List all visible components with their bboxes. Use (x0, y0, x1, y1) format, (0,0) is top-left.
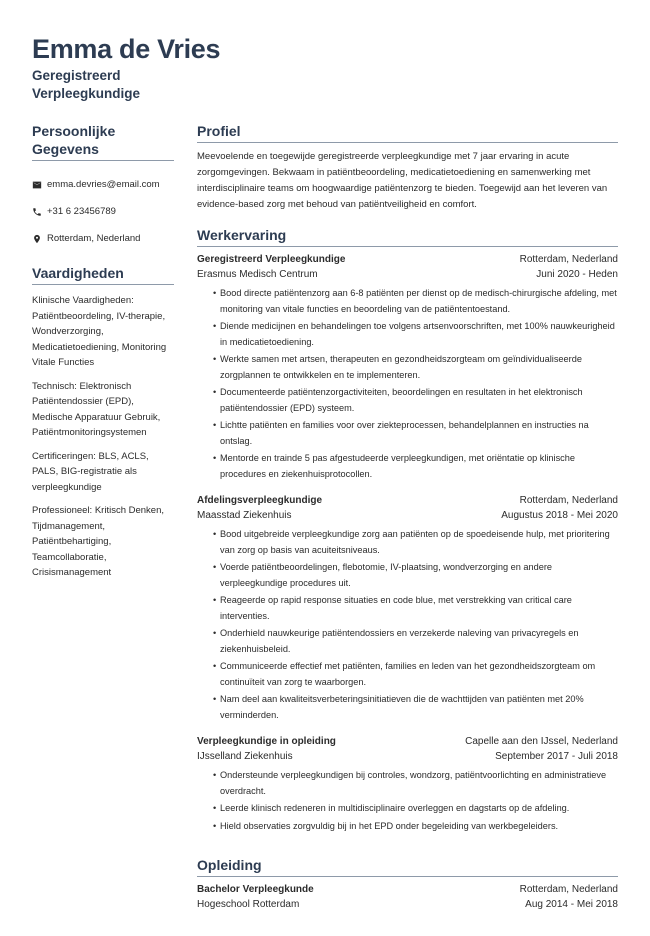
job-entry (197, 253, 618, 482)
job-bullets (197, 527, 618, 723)
skills-heading: Vaardigheden (32, 264, 174, 285)
map-pin-icon (32, 234, 42, 244)
contact-phone (32, 198, 174, 225)
phone-text: +31 6 23456789 (47, 206, 116, 217)
skill-group-clinical: Klinische Vaardigheden: Patiëntbeoordeling, IV-therapie, Wondverzorging, Medicatietoediening, Monitoring Vitale Functies (32, 295, 167, 368)
job-organization: Maasstad Ziekenhuis (197, 509, 292, 521)
candidate-title: Geregistreerd Verpleegkundige (32, 68, 141, 101)
contact-email (32, 171, 174, 198)
skill-group-technical: Technisch: Elektronisch Patiëntendossier (EPD), Medische Apparatuur Gebruik, Patiëntmonitoringsystemen (32, 380, 161, 438)
job-bullet: • Werkte samen met artsen, therapeuten en gezondheidszorgteam om geïndividualiseerde zorgplannen te ontwikkelen en te implementeren. (213, 352, 618, 383)
job-bullet: • Communiceerde effectief met patiënten, families en leden van het gezondheidszorgteam om continuïteit van zorg te waarborgen. (213, 659, 618, 690)
job-dates: Juni 2020 - Heden (536, 268, 618, 280)
main-column (197, 122, 618, 912)
skill-group-professional: Professioneel: Kritisch Denken, Tijdmanagement, Patiëntbehartiging, Teamcollaboratie, Crisismanagement (32, 505, 165, 578)
candidate-name: Emma de Vries (32, 34, 221, 64)
job-bullet: • Documenteerde patiëntenzorgactiviteiten, beoordelingen en resultaten in het elektronisch patiëntendossier (EPD) systeem. (213, 385, 618, 416)
job-organization: IJsselland Ziekenhuis (197, 750, 293, 762)
job-bullet: • Hield observaties zorgvuldig bij in het EPD onder begeleiding van werkbegeleiders. (213, 819, 618, 835)
job-title: Verpleegkundige in opleiding (197, 736, 336, 747)
education-location: Rotterdam, Nederland (519, 884, 618, 895)
job-bullet: • Bood directe patiëntenzorg aan 6-8 patiënten per dienst op de medisch-chirurgische afdeling, met monitoring van vitale functies en beoordeling van de patiëntentoestand. (213, 286, 618, 317)
job-title: Afdelingsverpleegkundige (197, 495, 323, 506)
contact-location (32, 225, 174, 252)
job-location: Rotterdam, Nederland (519, 254, 618, 265)
job-bullets (197, 286, 618, 482)
job-bullet: • Onderhield nauwkeurige patiëntendossiers en verzekerde naleving van privacyregels en ziekenhuisbeleid. (213, 626, 618, 657)
job-bullet: • Lichtte patiënten en families voor over ziekteprocessen, behandelplannen en instructies na ontslag. (213, 418, 618, 449)
job-bullet: • Reageerde op rapid response situaties en code blue, met verstrekking van critical care interventies. (213, 593, 618, 624)
job-title: Geregistreerd Verpleegkundige (197, 254, 346, 265)
education-heading: Opleiding (197, 856, 618, 877)
profile-text: Meevoelende en toegewijde geregistreerde verpleegkundige met 7 jaar ervaring in acute zorgomgevingen. Bekwaam in patiëntbeoordeling, medicatietoediening en samenwerking met interdisciplinaire teams om hoogwaardige patiëntenzorg te bieden. Toegewijd aan het leveren van evidence-based zorg met behoud van patiëntveiligheid en comfort. (197, 151, 608, 210)
envelope-icon (32, 180, 42, 190)
job-location: Rotterdam, Nederland (519, 495, 618, 506)
phone-icon (32, 207, 42, 217)
job-entry (197, 735, 618, 834)
job-organization: Erasmus Medisch Centrum (197, 268, 318, 280)
job-bullet: • Ondersteunde verpleegkundigen bij controles, wondzorg, patiëntvoorlichting en administratieve overdracht. (213, 768, 618, 799)
job-dates: September 2017 - Juli 2018 (495, 750, 618, 762)
job-bullet: • Nam deel aan kwaliteitsverbeteringsinitiatieven die de wachttijden van patiënten met 20% verminderden. (213, 692, 618, 723)
job-bullet: • Mentorde en trainde 5 pas afgestudeerde verpleegkundigen, met oriëntatie op klinische procedures en ziekenhuisprotocollen. (213, 451, 618, 482)
education-degree: Bachelor Verpleegkunde (197, 884, 314, 895)
job-bullet: • Diende medicijnen en behandelingen toe volgens artsenvoorschriften, met 100% nauwkeurigheid in medicatietoediening. (213, 319, 618, 350)
job-bullets (197, 768, 618, 834)
profile-heading: Profiel (197, 122, 618, 143)
job-bullet: • Voerde patiëntbeoordelingen, flebotomie, IV-plaatsing, wondverzorging en andere verpleegkundige procedures uit. (213, 560, 618, 591)
skill-group-certifications: Certificeringen: BLS, ACLS, PALS, BIG-registratie als verpleegkundige (32, 450, 149, 493)
personal-heading: Persoonlijke Gegevens (32, 122, 174, 161)
education-dates: Aug 2014 - Mei 2018 (525, 898, 618, 910)
job-dates: Augustus 2018 - Mei 2020 (501, 509, 618, 521)
sidebar (32, 122, 174, 581)
job-location: Capelle aan den IJssel, Nederland (465, 736, 618, 747)
job-bullet: • Leerde klinisch redeneren in multidisciplinaire overleggen en dagstarts op de afdeling. (213, 801, 618, 817)
education-school: Hogeschool Rotterdam (197, 898, 300, 910)
location-text: Rotterdam, Nederland (47, 233, 141, 244)
experience-heading: Werkervaring (197, 226, 618, 247)
job-bullet: • Bood uitgebreide verpleegkundige zorg aan patiënten op de spoedeisende hulp, met prioritering van zorg op basis van acuiteitsniveaus. (213, 527, 618, 558)
education-entry (197, 883, 618, 912)
email-text: emma.devries@email.com (47, 179, 160, 190)
job-entry (197, 494, 618, 723)
